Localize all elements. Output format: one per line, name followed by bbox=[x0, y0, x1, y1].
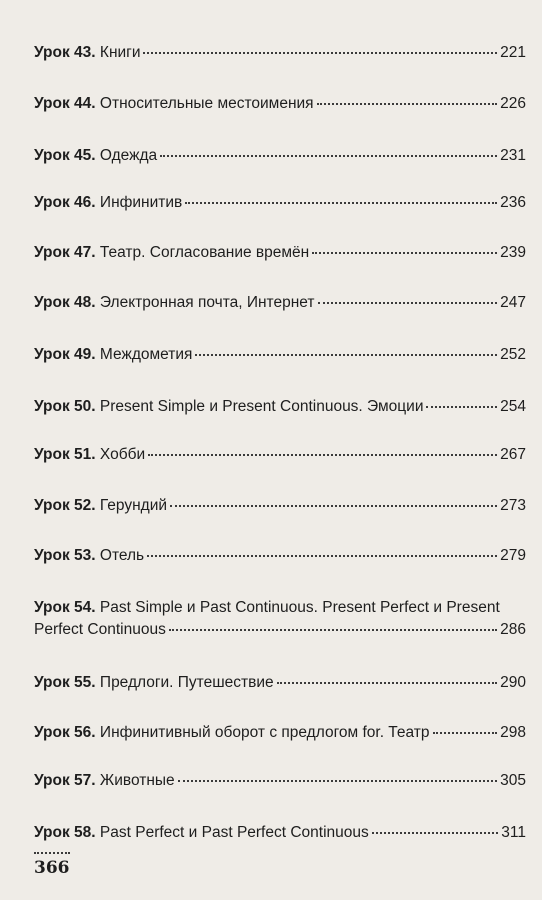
page-number: 286 bbox=[500, 621, 526, 638]
folio-page-number: 366 bbox=[34, 858, 70, 878]
lesson-title: Инфинитивный оборот с предлогом for. Театр bbox=[99, 724, 430, 741]
page-number: 221 bbox=[500, 44, 526, 61]
dot-leader bbox=[169, 629, 497, 631]
toc-entry bbox=[34, 822, 526, 844]
toc-line bbox=[34, 545, 526, 567]
lesson-number: Урок 44. bbox=[34, 95, 96, 112]
page-number: 267 bbox=[500, 446, 526, 463]
dot-leader bbox=[185, 202, 497, 204]
dot-leader bbox=[426, 406, 497, 408]
lesson-title: Животные bbox=[99, 772, 175, 789]
toc-line bbox=[34, 822, 526, 844]
toc-entry bbox=[34, 672, 526, 694]
toc-entry bbox=[34, 192, 526, 214]
dot-leader bbox=[160, 155, 497, 157]
lesson-number: Урок 58. bbox=[34, 824, 96, 841]
lesson-title: Книги bbox=[99, 44, 141, 61]
lesson-number: Урок 47. bbox=[34, 244, 96, 261]
page-number: 226 bbox=[500, 95, 526, 112]
lesson-title: Театр. Согласование времён bbox=[99, 244, 310, 261]
toc-entry bbox=[34, 770, 526, 792]
toc-entry bbox=[34, 242, 526, 264]
page-number: 279 bbox=[500, 547, 526, 564]
toc-line bbox=[34, 597, 526, 619]
lesson-number: Урок 45. bbox=[34, 147, 96, 164]
lesson-number: Урок 51. bbox=[34, 446, 96, 463]
lesson-title: Инфинитив bbox=[99, 194, 183, 211]
page-number: 236 bbox=[500, 194, 526, 211]
dot-leader bbox=[372, 832, 499, 834]
dot-leader bbox=[195, 354, 497, 356]
toc-entry bbox=[34, 545, 526, 567]
dot-leader bbox=[148, 454, 497, 456]
toc-line bbox=[34, 444, 526, 466]
dot-leader bbox=[170, 505, 497, 507]
toc-entry bbox=[34, 93, 526, 115]
lesson-title: Герундий bbox=[99, 497, 168, 514]
page-number: 305 bbox=[500, 772, 526, 789]
page-number: 298 bbox=[500, 724, 526, 741]
dot-leader bbox=[318, 302, 498, 304]
page-number: 231 bbox=[500, 147, 526, 164]
lesson-number: Урок 55. bbox=[34, 674, 96, 691]
lesson-title: Относительные местоимения bbox=[99, 95, 314, 112]
toc-line bbox=[34, 242, 526, 264]
lesson-number: Урок 54. bbox=[34, 599, 96, 616]
toc-line bbox=[34, 192, 526, 214]
toc-entry bbox=[34, 42, 526, 64]
lesson-title: Одежда bbox=[99, 147, 158, 164]
page-number: 239 bbox=[500, 244, 526, 261]
dot-leader bbox=[147, 555, 497, 557]
page-number: 247 bbox=[500, 294, 526, 311]
lesson-title: Past Simple и Past Continuous. Present Perfect и Present bbox=[99, 599, 500, 616]
lesson-number: Урок 49. bbox=[34, 346, 96, 363]
dot-leader bbox=[277, 682, 498, 684]
lesson-number: Урок 52. bbox=[34, 497, 96, 514]
dot-leader bbox=[317, 103, 498, 105]
lesson-title: Предлоги. Путешествие bbox=[99, 674, 274, 691]
dot-leader bbox=[312, 252, 497, 254]
lesson-title: Междометия bbox=[99, 346, 193, 363]
dot-leader bbox=[178, 780, 497, 782]
lesson-title: Present Simple и Present Continuous. Эмоции bbox=[99, 398, 424, 415]
toc-line bbox=[34, 672, 526, 694]
lesson-title: Отель bbox=[99, 547, 145, 564]
toc-line bbox=[34, 344, 526, 366]
toc-line bbox=[34, 145, 526, 167]
lesson-number: Урок 56. bbox=[34, 724, 96, 741]
toc-entry bbox=[34, 292, 526, 314]
toc-entry bbox=[34, 444, 526, 466]
toc-entry bbox=[34, 722, 526, 744]
page-number: 254 bbox=[500, 398, 526, 415]
toc-entry bbox=[34, 145, 526, 167]
lesson-title: Хобби bbox=[99, 446, 146, 463]
lesson-number: Урок 43. bbox=[34, 44, 96, 61]
toc-line bbox=[34, 42, 526, 64]
lesson-number: Урок 48. bbox=[34, 294, 96, 311]
toc-line bbox=[34, 396, 526, 418]
dot-leader bbox=[143, 52, 497, 54]
lesson-title-continuation: Perfect Continuous bbox=[34, 621, 166, 638]
toc-entry bbox=[34, 344, 526, 366]
toc-entry bbox=[34, 597, 526, 641]
page-number: 290 bbox=[500, 674, 526, 691]
dot-leader bbox=[433, 732, 498, 734]
page-number: 252 bbox=[500, 346, 526, 363]
toc-line bbox=[34, 770, 526, 792]
lesson-title: Электронная почта, Интернет bbox=[99, 294, 315, 311]
lesson-number: Урок 57. bbox=[34, 772, 96, 789]
folio-dots bbox=[34, 852, 70, 854]
lesson-number: Урок 46. bbox=[34, 194, 96, 211]
lesson-title: Past Perfect и Past Perfect Continuous bbox=[99, 824, 369, 841]
toc-line bbox=[34, 93, 526, 115]
toc-line bbox=[34, 292, 526, 314]
toc-line bbox=[34, 495, 526, 517]
page-number: 311 bbox=[501, 824, 526, 841]
toc-entry bbox=[34, 495, 526, 517]
toc-line-continuation bbox=[34, 619, 526, 641]
page-number: 273 bbox=[500, 497, 526, 514]
lesson-number: Урок 50. bbox=[34, 398, 96, 415]
toc-line bbox=[34, 722, 526, 744]
toc-entry bbox=[34, 396, 526, 418]
lesson-number: Урок 53. bbox=[34, 547, 96, 564]
